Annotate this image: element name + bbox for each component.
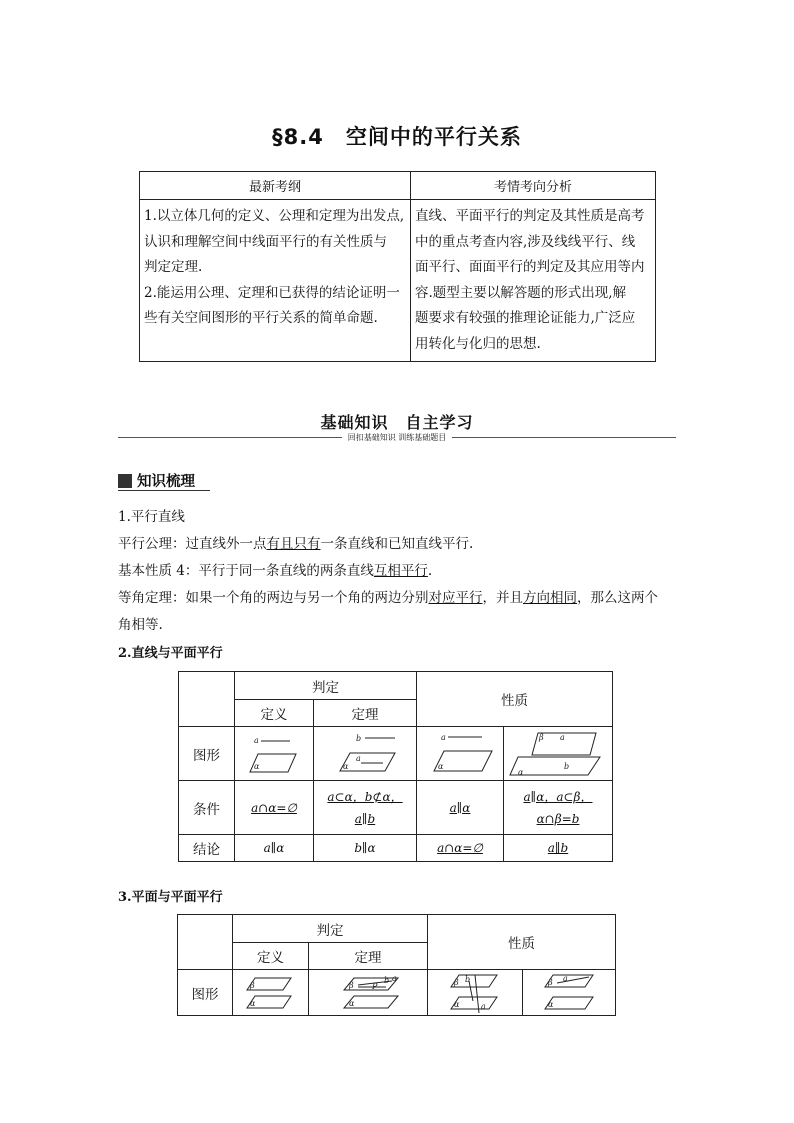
para-3-title: 3.平面与平面平行	[118, 890, 223, 905]
fig-prop2	[504, 727, 613, 781]
svg-text:a: a	[560, 732, 565, 742]
concl-def: a∥α	[263, 841, 285, 855]
fig3-def	[233, 970, 309, 1016]
svg-text:α: α	[249, 998, 255, 1008]
row-figure-label-3: 图形	[178, 970, 233, 1016]
cond-thm-1: a⊂α，b⊄α，	[327, 789, 403, 804]
syllabus-head-right: 考情考向分析	[411, 172, 656, 200]
para-1-title: 1.平行直线	[118, 509, 185, 525]
fig-thm	[314, 727, 417, 781]
fig-prop1	[417, 727, 504, 781]
def-header: 定义	[235, 700, 314, 727]
svg-text:α: α	[254, 761, 260, 771]
svg-text:β: β	[539, 732, 544, 742]
cond-prop2-2: α∩β=b	[536, 811, 580, 826]
thm-header: 定理	[314, 700, 417, 727]
line-plane-table	[178, 671, 613, 862]
svg-text:b: b	[564, 761, 570, 771]
svg-text:b: b	[356, 733, 362, 743]
svg-text:β: β	[349, 980, 354, 990]
concl-prop2: a∥b	[547, 841, 569, 855]
judge-header: 判定	[235, 672, 417, 700]
thm-header-3: 定理	[309, 943, 428, 970]
row-figure-label: 图形	[179, 727, 235, 781]
svg-text:α: α	[349, 998, 355, 1008]
fig-def	[235, 727, 314, 781]
cond-prop2-1: a∥α，a⊂β，	[523, 789, 593, 804]
judge-header-3: 判定	[233, 915, 428, 943]
cond-thm-2: a∥b	[354, 811, 376, 826]
para-2-title: 2.直线与平面平行	[118, 646, 223, 661]
svg-text:b: b	[465, 974, 471, 984]
syllabus-right: 直线、平面平行的判定及其性质是高考 中的重点考查内容,涉及线线平行、线 面平行、面面平行的判定及其应用等内 容.题型主要以解答题的形式出现,解 题要求有较强的推理论证能力,广泛应 用转化与化归的思想.	[411, 200, 656, 362]
concl-prop1: a∩α=∅	[437, 841, 483, 855]
property-header-3: 性质	[428, 915, 616, 970]
equal-angle-theorem-cont: 角相等.	[118, 617, 163, 633]
square-icon	[118, 474, 132, 488]
fig3-prop1	[428, 970, 523, 1016]
cond-prop1: a∥α	[449, 800, 471, 815]
syllabus-table	[139, 171, 656, 362]
svg-text:a: a	[392, 973, 397, 983]
svg-text:b: b	[384, 975, 390, 985]
basic-property-4: 基本性质 4：平行于同一条直线的两条直线互相平行.	[118, 563, 433, 579]
svg-text:α: α	[454, 999, 460, 1009]
fig3-prop2	[523, 970, 616, 1016]
cond-def: a∩α=∅	[251, 800, 297, 815]
svg-text:a: a	[254, 735, 259, 745]
svg-text:α: α	[518, 767, 524, 777]
syllabus-left: 1.以立体几何的定义、公理和定理为出发点, 认识和理解空间中线面平行的有关性质与 判定定理. 2.能运用公理、定理和已获得的结论证明一 些有关空间图形的平行关系的简单命题.	[140, 200, 411, 362]
row-conclusion-label: 结论	[179, 835, 235, 862]
plane-plane-table	[177, 914, 616, 1016]
section-heading: 基础知识 自主学习	[320, 413, 474, 432]
knowledge-underline	[118, 490, 210, 491]
def-header-3: 定义	[233, 943, 309, 970]
svg-text:P: P	[372, 981, 378, 991]
parallel-axiom: 平行公理：过直线外一点有且只有一条直线和已知直线平行.	[118, 536, 474, 552]
syllabus-head-left: 最新考纲	[140, 172, 411, 200]
svg-text:a: a	[356, 753, 361, 763]
svg-text:α: α	[548, 999, 554, 1009]
fig3-thm	[309, 970, 428, 1016]
knowledge-heading: 知识梳理	[118, 470, 195, 491]
row-condition-label: 条件	[179, 781, 235, 835]
section-subtitle: 回扣基础知识 训练基础题目	[0, 432, 794, 443]
page-title: §8.4 空间中的平行关系	[272, 125, 522, 149]
svg-text:a: a	[481, 1001, 486, 1011]
svg-text:α: α	[343, 761, 349, 771]
svg-text:a: a	[563, 973, 568, 983]
svg-text:β: β	[548, 977, 553, 987]
svg-text:β: β	[249, 980, 255, 990]
svg-text:a: a	[441, 732, 446, 742]
equal-angle-theorem: 等角定理：如果一个角的两边与另一个角的两边分别对应平行，并且方向相同，那么这两个	[118, 590, 658, 606]
svg-text:α: α	[438, 761, 444, 771]
concl-thm: b∥α	[354, 841, 376, 855]
property-header: 性质	[417, 672, 613, 727]
svg-text:β: β	[454, 977, 459, 987]
